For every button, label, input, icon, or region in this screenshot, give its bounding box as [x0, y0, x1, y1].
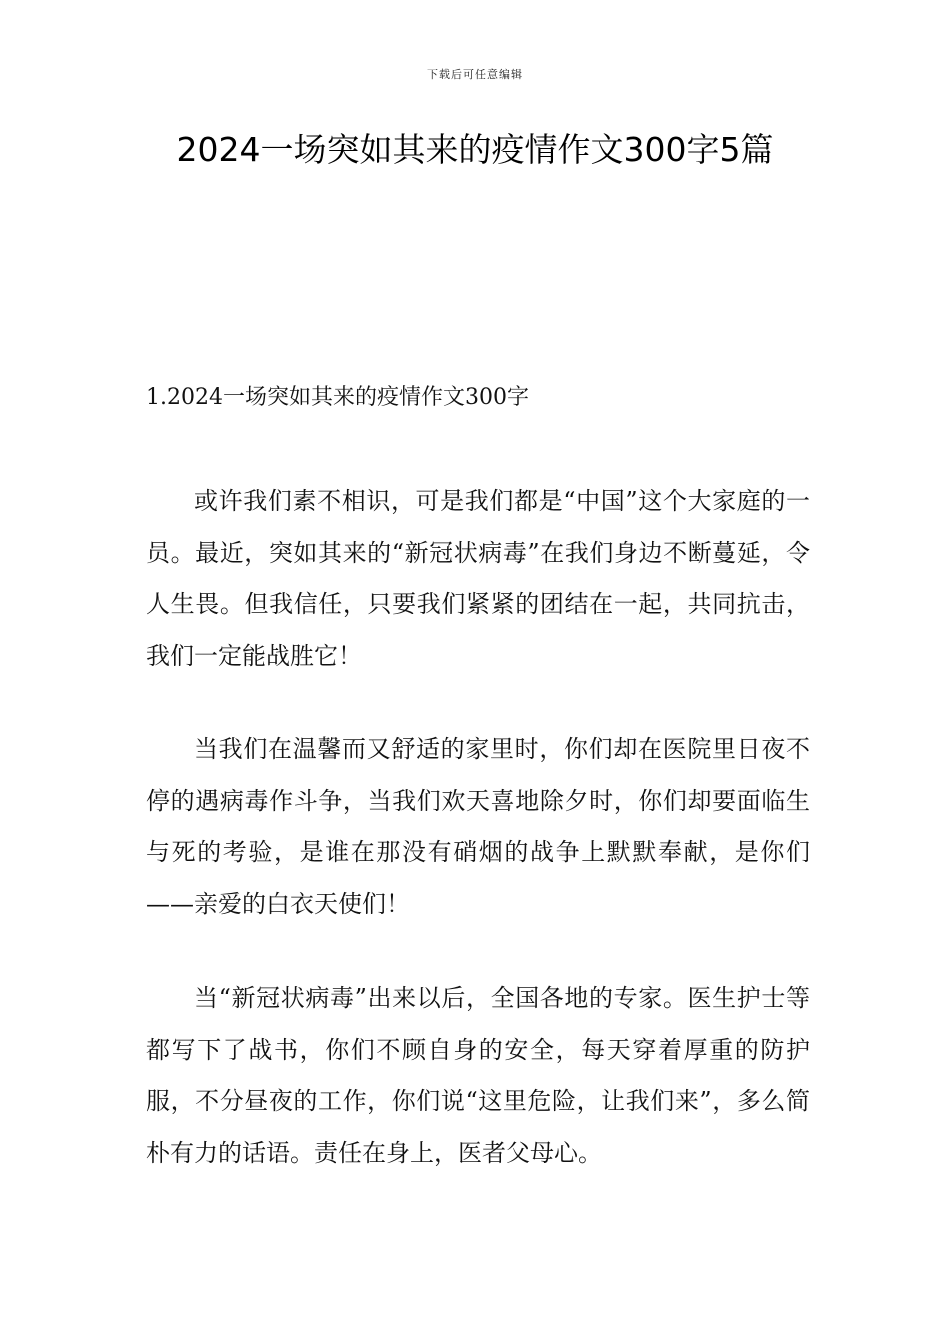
header-note: 下载后可任意编辑 [427, 68, 523, 81]
body-paragraph-2: 当我们在温馨而又舒适的家里时，你们却在医院里日夜不停的遇病毒作斗争，当我们欢天喜地除夕时，你们却要面临生与死的考验，是谁在那没有硝烟的战争上默默奉献，是你们——亲爱的白衣天使们！ [146, 735, 810, 918]
body-paragraph-1: 或许我们素不相识，可是我们都是“中国”这个大家庭的一员。最近，突如其来的“新冠状病毒”在我们身边不断蔓延，令人生畏。但我信任，只要我们紧紧的团结在一起，共同抗击，我们一定能战胜它！ [146, 487, 810, 670]
document-title: 2024一场突如其来的疫情作文300字5篇 [176, 130, 774, 169]
section-heading: 1.2024一场突如其来的疫情作文300字 [146, 385, 529, 410]
body-paragraph-3: 当“新冠状病毒”出来以后，全国各地的专家。医生护士等都写下了战书，你们不顾自身的安全，每天穿着厚重的防护服，不分昼夜的工作，你们说“这里危险，让我们来”，多么简朴有力的话语。责任在身上，医者父母心。 [146, 984, 810, 1167]
